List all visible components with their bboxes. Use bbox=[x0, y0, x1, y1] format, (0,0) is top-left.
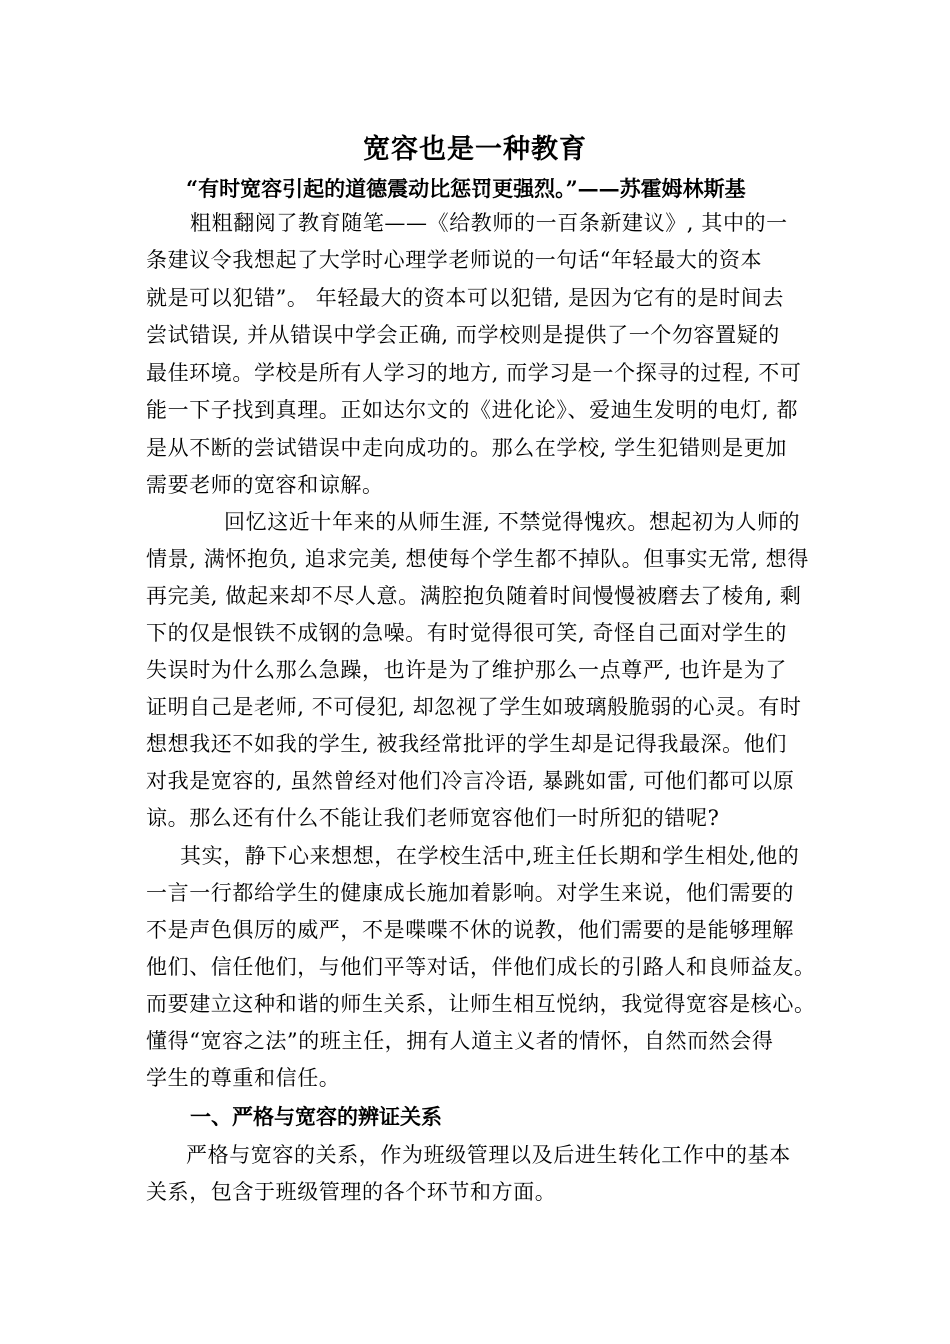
paragraph-line: 最佳环境。学校是所有人学习的地方, 而学习是一个探寻的过程, 不可 bbox=[146, 361, 802, 385]
paragraph-line: 是从不断的尝试错误中走向成功的。那么在学校, 学生犯错则是更加 bbox=[146, 436, 787, 460]
paragraph-line: 下的仅是恨铁不成钢的急噪。有时觉得很可笑, 奇怪自己面对学生的 bbox=[146, 621, 787, 645]
paragraph-line: 尝试错误, 并从错误中学会正确, 而学校则是提供了一个勿容置疑的 bbox=[146, 323, 780, 347]
paragraph-line: 粗粗翻阅了教育随笔——《给教师的一百条新建议》, 其中的一 bbox=[190, 211, 788, 235]
paragraph-line: 学生的尊重和信任。 bbox=[146, 1066, 341, 1090]
paragraph-line: 再完美, 做起来却不尽人意。满腔抱负随着时间慢慢被磨去了棱角, 剩 bbox=[146, 584, 802, 608]
paragraph-line: 一言一行都给学生的健康成长施加着影响。对学生来说，他们需要的 bbox=[146, 881, 794, 905]
section-heading: 一、严格与宽容的辨证关系 bbox=[190, 1104, 442, 1129]
paragraph-line: 条建议令我想起了大学时心理学老师说的一句话“年轻最大的资本 bbox=[146, 248, 763, 272]
epigraph-quote: “有时宽容引起的道德震动比惩罚更强烈。”——苏霍姆林斯基 bbox=[186, 176, 746, 201]
document-title: 宽容也是一种教育 bbox=[363, 134, 587, 165]
paragraph-line: 不是声色俱厉的威严，不是喋喋不休的说教，他们需要的是能够理解 bbox=[146, 918, 794, 942]
paragraph-line: 严格与宽容的关系，作为班级管理以及后进生转化工作中的基本 bbox=[186, 1143, 791, 1167]
paragraph-line: 而要建立这种和谐的师生关系，让师生相互悦纳，我觉得宽容是核心。 bbox=[146, 992, 816, 1016]
paragraph-line: 就是可以犯错”。 年轻最大的资本可以犯错, 是因为它有的是时间去 bbox=[146, 286, 784, 310]
paragraph-line: 想想我还不如我的学生, 被我经常批评的学生却是记得我最深。他们 bbox=[146, 732, 787, 756]
paragraph-line: 情景, 满怀抱负, 追求完美, 想使每个学生都不掉队。但事实无常, 想得 bbox=[146, 547, 809, 571]
paragraph-line: 谅。那么还有什么不能让我们老师宽容他们一时所犯的错呢? bbox=[146, 806, 720, 830]
paragraph-line: 能一下子找到真理。正如达尔文的《进化论》、爱迪生发明的电灯, 都 bbox=[146, 398, 799, 422]
paragraph-line: 证明自己是老师, 不可侵犯, 却忽视了学生如玻璃般脆弱的心灵。有时 bbox=[146, 695, 802, 719]
paragraph-line: 需要老师的宽容和谅解。 bbox=[146, 473, 384, 497]
paragraph-line: 对我是宽容的, 虽然曾经对他们冷言冷语, 暴跳如雷, 可他们都可以原 bbox=[146, 769, 795, 793]
paragraph-line: 其实，静下心来想想，在学校生活中,班主任长期和学生相处,他的 bbox=[180, 844, 800, 868]
paragraph-line: 懂得“宽容之法”的班主任，拥有人道主义者的情怀，自然而然会得 bbox=[146, 1029, 774, 1053]
paragraph-line: 失误时为什么那么急躁，也许是为了维护那么一点尊严, 也许是为了 bbox=[146, 658, 787, 682]
paragraph-line: 他们、信任他们，与他们平等对话，伴他们成长的引路人和良师益友。 bbox=[146, 955, 816, 979]
paragraph-line: 关系，包含于班级管理的各个环节和方面。 bbox=[146, 1180, 557, 1204]
paragraph-line: 回忆这近十年来的从师生涯, 不禁觉得愧疚。想起初为人师的 bbox=[224, 510, 801, 534]
